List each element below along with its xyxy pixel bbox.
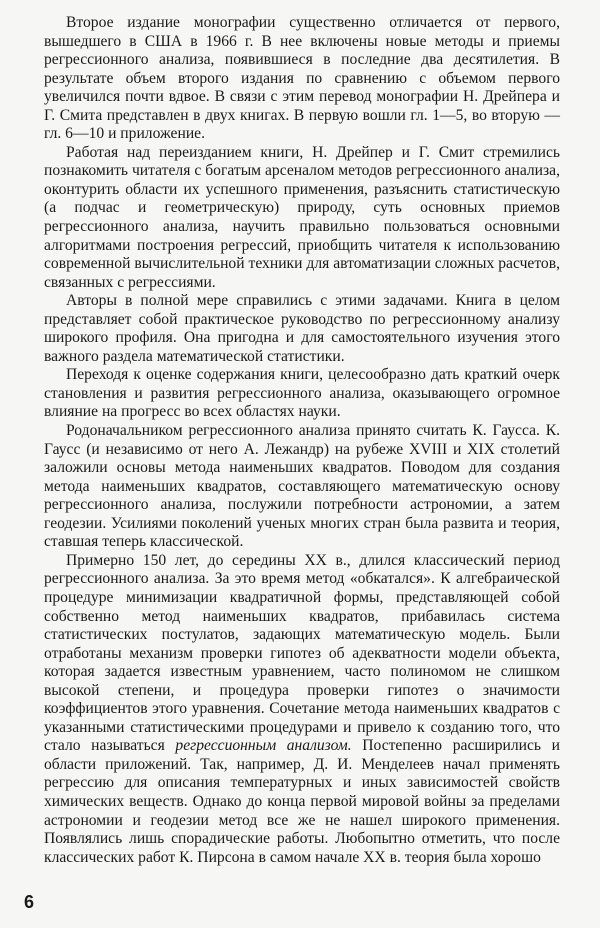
paragraph-3: Авторы в полной мере справились с этими задачами. Книга в целом представляет собой практическое руководство по регрессионному анализу широкого профиля. Она пригодна и для самостоятельного изучения этого важного раздела математической статистики. (44, 292, 560, 365)
paragraph-6-text-end: Постепенно расширились и области приложений. Так, например, Д. И. Менделеев начал применять регрессию для описания температурных и иных зависимостей свойств химических веществ. Однако до конца первой мировой войны за пределами астрономии и геодезии метод все же не нашел широкого применения. Появлялись лишь спорадические работы. Любопытно отметить, что после классических работ К. Пирсона в самом начале XX в. теория была хорошо (44, 737, 560, 866)
paragraph-2: Работая над переизданием книги, Н. Дрейпер и Г. Смит стремились познакомить читателя с богатым арсеналом методов регрессионного анализа, оконтурить области их успешного применения, разъяснить статистическую (а подчас и геометрическую) природу, суть основных приемов регрессионного анализа, научить правильно пользоваться основными алгоритмами построения регрессий, приобщить читателя к использованию современной вычислительной техники для автоматизации сложных расчетов, связанных с регрессиями. (44, 143, 560, 291)
body-text (44, 14, 560, 867)
paragraph-6-text-start: Примерно 150 лет, до середины XX в., длился классический период регрессионного анализа. За это время метод «обкатался». К алгебраической процедуре минимизации квадратичной формы, представляющей собой собственно метод наименьших квадратов, прибавилась система статистических постулатов, задающих математическую модель. Были отработаны механизм проверки гипотез об адекватности модели объекта, которая задается известным уравнением, часто полиномом не слишком высокой степени, и процедура проверки гипотез о значимости коэффициентов этого уравнения. Сочетание метода наименьших квадратов с указанными статистическими процедурами и привело к созданию того, что стало называться (44, 551, 560, 755)
emphasized-term: регрессионным анализом. (175, 737, 352, 755)
page-number: 6 (24, 892, 35, 912)
paragraph-5: Родоначальником регрессионного анализа принято считать К. Гаусса. К. Гаусс (и независимо от него А. Лежандр) на рубеже XVIII и XIX столетий заложили основы метода наименьших квадратов. Поводом для создания метода наименьших квадратов, составляющего математическую основу регрессионного анализа, послужили потребности астрономии, а затем геодезии. Усилиями поколений ученых многих стран была развита и теория, ставшая теперь классической. (44, 422, 560, 551)
paragraph-1: Второе издание монографии существенно отличается от первого, вышедшего в США в 1966 г. В нее включены новые методы и приемы регрессионного анализа, появившиеся в последние два десятилетия. В результате объем второго издания по сравнению с объемом первого увеличился почти вдвое. В связи с этим перевод монографии Н. Дрейпера и Г. Смита представлен в двух книгах. В первую вошли гл. 1—5, во вторую — гл. 6—10 и приложение. (44, 14, 560, 143)
paragraph-6 (44, 552, 560, 867)
paragraph-4: Переходя к оценке содержания книги, целесообразно дать краткий очерк становления и развития регрессионного анализа, оказывающего огромное влияние на прогресс во всех областях науки. (44, 366, 560, 421)
